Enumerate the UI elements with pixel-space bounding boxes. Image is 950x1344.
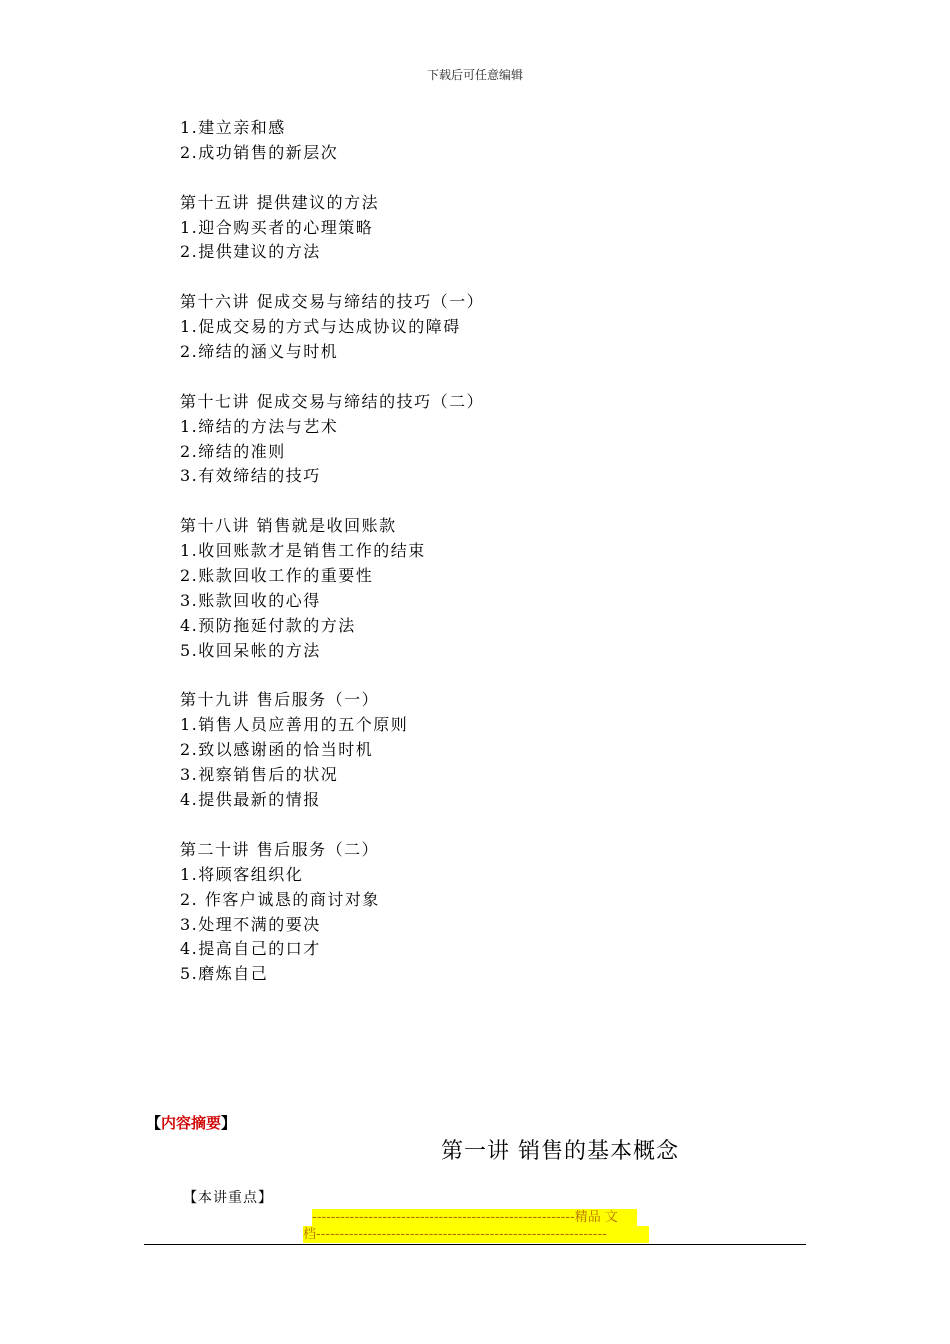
lecture-heading: 第十七讲 促成交易与缔结的技巧（二） xyxy=(180,391,485,411)
list-item: 2. 作客户诚恳的商讨对象 xyxy=(180,889,380,909)
list-item: 5.收回呆帐的方法 xyxy=(180,640,321,660)
list-item: 3.处理不满的要决 xyxy=(180,914,321,934)
list-item: 2.提供建议的方法 xyxy=(180,242,321,262)
section-gap xyxy=(180,166,780,191)
list-item: 4.提高自己的口才 xyxy=(180,939,321,959)
list-item: 2.缔结的准则 xyxy=(180,441,286,461)
list-item: 2.账款回收工作的重要性 xyxy=(180,566,374,586)
lecture-heading: 第二十讲 售后服务（二） xyxy=(180,839,380,859)
list-item: 3.有效缔结的技巧 xyxy=(180,466,321,486)
list-item: 2.成功销售的新层次 xyxy=(180,142,339,162)
list-item: 3.视察销售后的状况 xyxy=(180,765,339,785)
list-item: 3.账款回收的心得 xyxy=(180,590,321,610)
footer-watermark-line2: 档-------------------------------------------------------------- xyxy=(303,1226,649,1243)
page-header: 下载后可任意编辑 xyxy=(426,68,523,82)
footer-rule xyxy=(144,1244,806,1245)
lecture-heading: 第十九讲 售后服务（一） xyxy=(180,690,380,710)
table-of-contents xyxy=(180,116,780,987)
footer-watermark-line1: --------------------------------------------------------精品 文 xyxy=(312,1209,637,1226)
focus-label: 【本讲重点】 xyxy=(183,1190,273,1206)
list-item: 1.促成交易的方式与达成协议的障碍 xyxy=(180,317,461,337)
section-gap xyxy=(180,813,780,838)
list-item: 5.磨炼自己 xyxy=(180,964,269,984)
list-item: 4.提供最新的情报 xyxy=(180,790,321,810)
section-gap xyxy=(180,265,780,290)
list-item: 1.迎合购买者的心理策略 xyxy=(180,217,374,237)
list-item: 1.将顾客组织化 xyxy=(180,864,304,884)
section-gap xyxy=(180,664,780,689)
list-item: 1.销售人员应善用的五个原则 xyxy=(180,715,409,735)
lecture-heading: 第十五讲 提供建议的方法 xyxy=(180,192,380,212)
list-item: 1.缔结的方法与艺术 xyxy=(180,416,339,436)
lecture-heading: 第十八讲 销售就是收回账款 xyxy=(180,516,397,536)
list-item: 1.收回账款才是销售工作的结束 xyxy=(180,541,426,561)
list-item: 1.建立亲和感 xyxy=(180,118,286,137)
list-item: 2.缔结的涵义与时机 xyxy=(180,342,339,362)
section-gap xyxy=(180,489,780,514)
lecture-title: 第一讲 销售的基本概念 xyxy=(441,1139,679,1164)
lecture-heading: 第十六讲 促成交易与缔结的技巧（一） xyxy=(180,292,485,312)
list-item: 4.预防拖延付款的方法 xyxy=(180,615,356,635)
summary-label: 【内容摘要】 xyxy=(146,1114,237,1132)
list-item: 2.致以感谢函的恰当时机 xyxy=(180,740,374,760)
section-gap xyxy=(180,365,780,390)
